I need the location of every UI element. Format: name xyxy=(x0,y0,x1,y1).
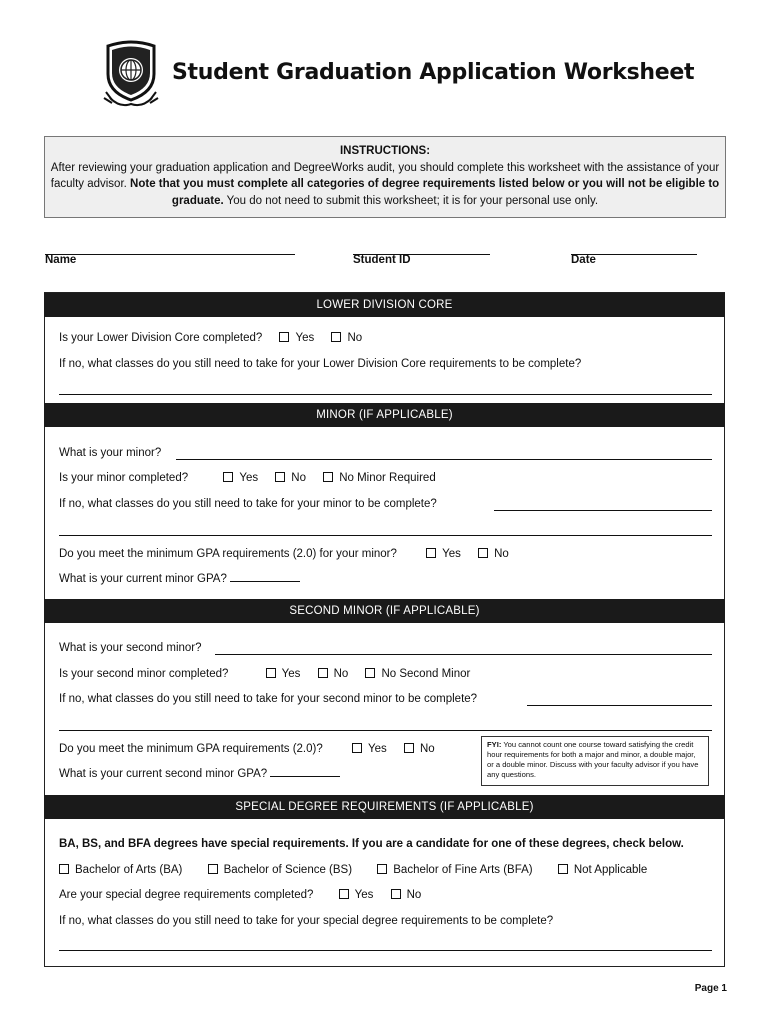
ba-label: Bachelor of Arts (BA) xyxy=(75,864,183,876)
minor-completed-question: Is your minor completed? xyxy=(59,472,189,484)
special-completed-question: Are your special degree requirements completed? xyxy=(59,889,314,901)
minor-what-field[interactable] xyxy=(176,459,712,460)
second-minor-no-checkbox[interactable] xyxy=(318,668,328,678)
second-minor-gpa-question: What is your current second minor GPA? xyxy=(59,768,268,780)
special-no-checkbox[interactable] xyxy=(391,889,401,899)
minor-no-label: No xyxy=(291,472,306,484)
second-minor-classes-field-1[interactable] xyxy=(527,705,712,706)
ba-checkbox[interactable] xyxy=(59,864,69,874)
fyi-note xyxy=(481,736,709,786)
special-degree-options-row xyxy=(59,864,647,876)
fyi-text: You cannot count one course toward satisfying the credit hour requirements for both a major and minor, a double major, or a double minor. Discuss with your faculty advisor if you have any questions. xyxy=(487,740,699,779)
lower-core-yes-checkbox[interactable] xyxy=(279,332,289,342)
minor-gpa-yes-checkbox[interactable] xyxy=(426,548,436,558)
second-minor-classes-question: If no, what classes do you still need to take for your second minor to be complete? xyxy=(59,693,478,705)
lower-core-classes-question: If no, what classes do you still need to take for your Lower Division Core requirements to be complete? xyxy=(59,358,582,370)
fyi-label: FYI: xyxy=(487,740,502,749)
lower-core-no-label: No xyxy=(347,332,363,344)
second-minor-none-label: No Second Minor xyxy=(381,668,471,680)
second-minor-gpa-row xyxy=(59,768,340,780)
minor-no-checkbox[interactable] xyxy=(275,472,285,482)
minor-yes-checkbox[interactable] xyxy=(223,472,233,482)
lower-core-no-checkbox[interactable] xyxy=(331,332,341,342)
instructions-text-1: After reviewing your graduation application and DegreeWorks audit, you should complete this worksheet with the assistance of your faculty advisor. xyxy=(50,161,720,190)
second-minor-classes-field-2[interactable] xyxy=(59,730,712,731)
university-crest-logo xyxy=(100,40,162,110)
second-minor-gpa-no-checkbox[interactable] xyxy=(404,743,414,753)
second-minor-heading: SECOND MINOR (IF APPLICABLE) xyxy=(44,599,725,623)
special-intro: BA, BS, and BFA degrees have special requirements. If you are a candidate for one of these degrees, check below. xyxy=(59,838,684,850)
instructions-text-bold: Note that you must complete all categories of degree requirements listed below or you will not be eligible to graduate. xyxy=(130,178,720,207)
instructions-text xyxy=(45,160,725,210)
special-heading: SPECIAL DEGREE REQUIREMENTS (IF APPLICABLE) xyxy=(44,795,725,819)
bfa-checkbox[interactable] xyxy=(377,864,387,874)
minor-gpa-no-checkbox[interactable] xyxy=(478,548,488,558)
name-field[interactable] xyxy=(45,254,295,255)
lower-core-completed-row xyxy=(59,332,362,344)
instructions-heading: INSTRUCTIONS: xyxy=(339,145,431,157)
special-no-label: No xyxy=(406,889,422,901)
minor-gpa-field[interactable] xyxy=(230,581,300,582)
minor-classes-field-2[interactable] xyxy=(59,535,712,536)
second-minor-gpa-yes-label: Yes xyxy=(367,743,387,755)
special-completed-row xyxy=(59,889,421,901)
instructions-text-2: You do not need to submit this worksheet; it is for your personal use only. xyxy=(223,194,599,207)
lower-core-classes-field[interactable] xyxy=(59,394,712,395)
instructions-box xyxy=(44,136,726,218)
not-applicable-label: Not Applicable xyxy=(573,864,648,876)
minor-classes-question: If no, what classes do you still need to take for your minor to be complete? xyxy=(59,498,437,510)
second-minor-what-question: What is your second minor? xyxy=(59,642,202,654)
minor-gpa-req-row xyxy=(59,548,509,560)
lower-core-heading: LOWER DIVISION CORE xyxy=(44,293,725,317)
date-field[interactable] xyxy=(571,254,697,255)
special-yes-label: Yes xyxy=(354,889,374,901)
minor-gpa-req-question: Do you meet the minimum GPA requirements (2.0) for your minor? xyxy=(59,548,397,560)
lower-core-completed-question: Is your Lower Division Core completed? xyxy=(59,332,263,344)
student-id-label: Student ID xyxy=(353,254,411,266)
date-label: Date xyxy=(571,254,596,266)
bs-label: Bachelor of Science (BS) xyxy=(223,864,353,876)
minor-heading: MINOR (IF APPLICABLE) xyxy=(44,403,725,427)
minor-what-question: What is your minor? xyxy=(59,447,162,459)
second-minor-gpa-no-label: No xyxy=(419,743,435,755)
second-minor-none-checkbox[interactable] xyxy=(365,668,375,678)
page-number: Page 1 xyxy=(694,983,727,994)
name-label: Name xyxy=(45,254,77,266)
lower-core-yes-label: Yes xyxy=(295,332,315,344)
bfa-label: Bachelor of Fine Arts (BFA) xyxy=(393,864,533,876)
second-minor-completed-row xyxy=(59,668,470,680)
second-minor-gpa-field[interactable] xyxy=(270,776,340,777)
minor-not-required-label: No Minor Required xyxy=(339,472,436,484)
minor-not-required-checkbox[interactable] xyxy=(323,472,333,482)
minor-gpa-yes-label: Yes xyxy=(442,548,461,560)
student-id-field[interactable] xyxy=(353,254,490,255)
second-minor-gpa-req-question: Do you meet the minimum GPA requirements (2.0)? xyxy=(59,743,323,755)
page-title: Student Graduation Application Worksheet xyxy=(172,60,695,85)
special-classes-field[interactable] xyxy=(59,950,712,951)
minor-gpa-no-label: No xyxy=(494,548,509,560)
special-classes-question: If no, what classes do you still need to take for your special degree requirements to be complete? xyxy=(59,915,554,927)
second-minor-gpa-yes-checkbox[interactable] xyxy=(352,743,362,753)
second-minor-yes-label: Yes xyxy=(281,668,301,680)
second-minor-yes-checkbox[interactable] xyxy=(266,668,276,678)
minor-gpa-row xyxy=(59,573,300,585)
second-minor-completed-question: Is your second minor completed? xyxy=(59,668,229,680)
minor-gpa-question: What is your current minor GPA? xyxy=(59,573,227,585)
special-yes-checkbox[interactable] xyxy=(339,889,349,899)
second-minor-what-field[interactable] xyxy=(215,654,712,655)
bs-checkbox[interactable] xyxy=(208,864,218,874)
second-minor-no-label: No xyxy=(333,668,349,680)
minor-completed-row xyxy=(59,472,436,484)
second-minor-gpa-req-row xyxy=(59,743,435,755)
minor-classes-field-1[interactable] xyxy=(494,510,712,511)
minor-yes-label: Yes xyxy=(239,472,259,484)
not-applicable-checkbox[interactable] xyxy=(558,864,568,874)
